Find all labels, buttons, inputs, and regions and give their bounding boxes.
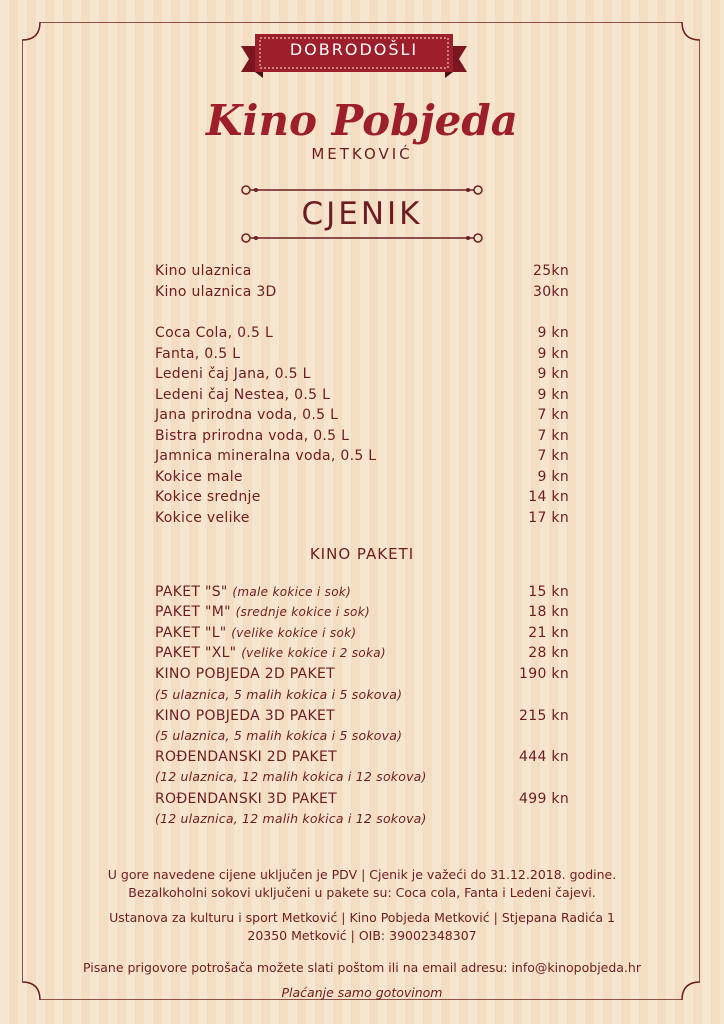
- package-name: KINO POBJEDA 3D PAKET: [155, 708, 335, 724]
- banner-label: DOBRODOŠLI: [289, 40, 419, 59]
- price-row: [155, 487, 569, 507]
- package-note: (srednje kokice i sok): [235, 605, 370, 619]
- footer-juice-note: Bezalkoholni sokovi uključeni u pakete su: Coca cola, Fanta i Ledeni čajevi.: [128, 885, 596, 900]
- price-row: [155, 364, 569, 384]
- item-price: 7 kn: [537, 428, 569, 444]
- package-name: PAKET "M": [155, 604, 231, 620]
- package-price: 444 kn: [519, 749, 569, 765]
- price-row: [155, 323, 569, 343]
- packages-heading: KINO PAKETI: [309, 545, 415, 563]
- item-name: Fanta, 0.5 L: [155, 346, 241, 362]
- footer-institution: Ustanova za kulturu i sport Metković | Kino Pobjeda Metković | Stjepana Radića 1: [109, 910, 615, 925]
- page-title: CJENIK: [301, 196, 423, 232]
- item-name: Kokice srednje: [155, 489, 261, 505]
- price-row: [155, 405, 569, 425]
- item-name: Ledeni čaj Jana, 0.5 L: [155, 366, 311, 382]
- package-price: 15 kn: [528, 584, 569, 600]
- price-row: [155, 385, 569, 405]
- cinema-logo: Kino Pobjeda: [206, 96, 518, 145]
- item-price: 14 kn: [528, 489, 569, 505]
- price-row: [155, 426, 569, 446]
- package-name: PAKET "L": [155, 625, 227, 641]
- package-detail: (5 ulaznica, 5 malih kokica i 5 sokova): [155, 728, 403, 743]
- footer-payment: Plaćanje samo gotovinom: [281, 985, 443, 1000]
- package-name: PAKET "S": [155, 584, 228, 600]
- price-row: [155, 508, 569, 528]
- package-row: [155, 623, 569, 643]
- footer-vat-note: U gore navedene cijene uključen je PDV | Cjenik je važeći do 31.12.2018. godine.: [107, 867, 617, 882]
- package-name: KINO POBJEDA 2D PAKET: [155, 666, 335, 682]
- package-price: 215 kn: [519, 708, 569, 724]
- package-note: (velike kokice i sok): [231, 626, 357, 640]
- footer-complaints: Pisane prigovore potrošača možete slati poštom ili na email adresu: info@kinopobjeda.hr: [83, 960, 641, 975]
- item-price: 9 kn: [537, 366, 569, 382]
- item-price: 9 kn: [537, 325, 569, 341]
- package-row: [155, 582, 569, 602]
- package-price: 18 kn: [528, 604, 569, 620]
- price-row: [155, 282, 569, 302]
- package-row: [155, 602, 569, 622]
- package-price: 499 kn: [519, 791, 569, 807]
- item-name: Jana prirodna voda, 0.5 L: [155, 407, 339, 423]
- price-row: [155, 467, 569, 487]
- package-detail: (12 ulaznica, 12 malih kokica i 12 sokova): [155, 811, 427, 826]
- package-detail: (12 ulaznica, 12 malih kokica i 12 sokova): [155, 769, 427, 784]
- package-row: [155, 789, 569, 809]
- item-price: 25kn: [533, 263, 569, 279]
- package-note: (male kokice i sok): [232, 585, 352, 599]
- package-row: [155, 706, 569, 726]
- item-price: 7 kn: [537, 448, 569, 464]
- item-price: 9 kn: [537, 387, 569, 403]
- package-row: [155, 747, 569, 767]
- item-name: Jamnica mineralna voda, 0.5 L: [155, 448, 377, 464]
- item-name: Kokice velike: [155, 510, 250, 526]
- package-name: PAKET "XL": [155, 645, 237, 661]
- price-row: [155, 344, 569, 364]
- package-name: ROĐENDANSKI 3D PAKET: [155, 791, 337, 807]
- item-price: 9 kn: [537, 346, 569, 362]
- package-row: [155, 643, 569, 663]
- package-detail: (5 ulaznica, 5 malih kokica i 5 sokova): [155, 687, 403, 702]
- footer-address: 20350 Metković | OIB: 39002348307: [247, 928, 477, 943]
- item-price: 30kn: [533, 284, 569, 300]
- item-name: Kino ulaznica: [155, 263, 252, 279]
- package-note: (velike kokice i 2 soka): [241, 646, 386, 660]
- package-price: 21 kn: [528, 625, 569, 641]
- item-name: Bistra prirodna voda, 0.5 L: [155, 428, 350, 444]
- item-name: Ledeni čaj Nestea, 0.5 L: [155, 387, 331, 403]
- item-name: Kino ulaznica 3D: [155, 284, 277, 300]
- item-price: 7 kn: [537, 407, 569, 423]
- item-name: Kokice male: [155, 469, 243, 485]
- item-price: 17 kn: [528, 510, 569, 526]
- price-row: [155, 261, 569, 281]
- price-row: [155, 446, 569, 466]
- logo-subtitle: METKOVIĆ: [311, 145, 413, 163]
- package-price: 190 kn: [519, 666, 569, 682]
- item-price: 9 kn: [537, 469, 569, 485]
- package-price: 28 kn: [528, 645, 569, 661]
- item-name: Coca Cola, 0.5 L: [155, 325, 274, 341]
- package-name: ROĐENDANSKI 2D PAKET: [155, 749, 337, 765]
- package-row: [155, 664, 569, 684]
- welcome-banner: [241, 28, 467, 82]
- ornament-bottom: [238, 230, 486, 246]
